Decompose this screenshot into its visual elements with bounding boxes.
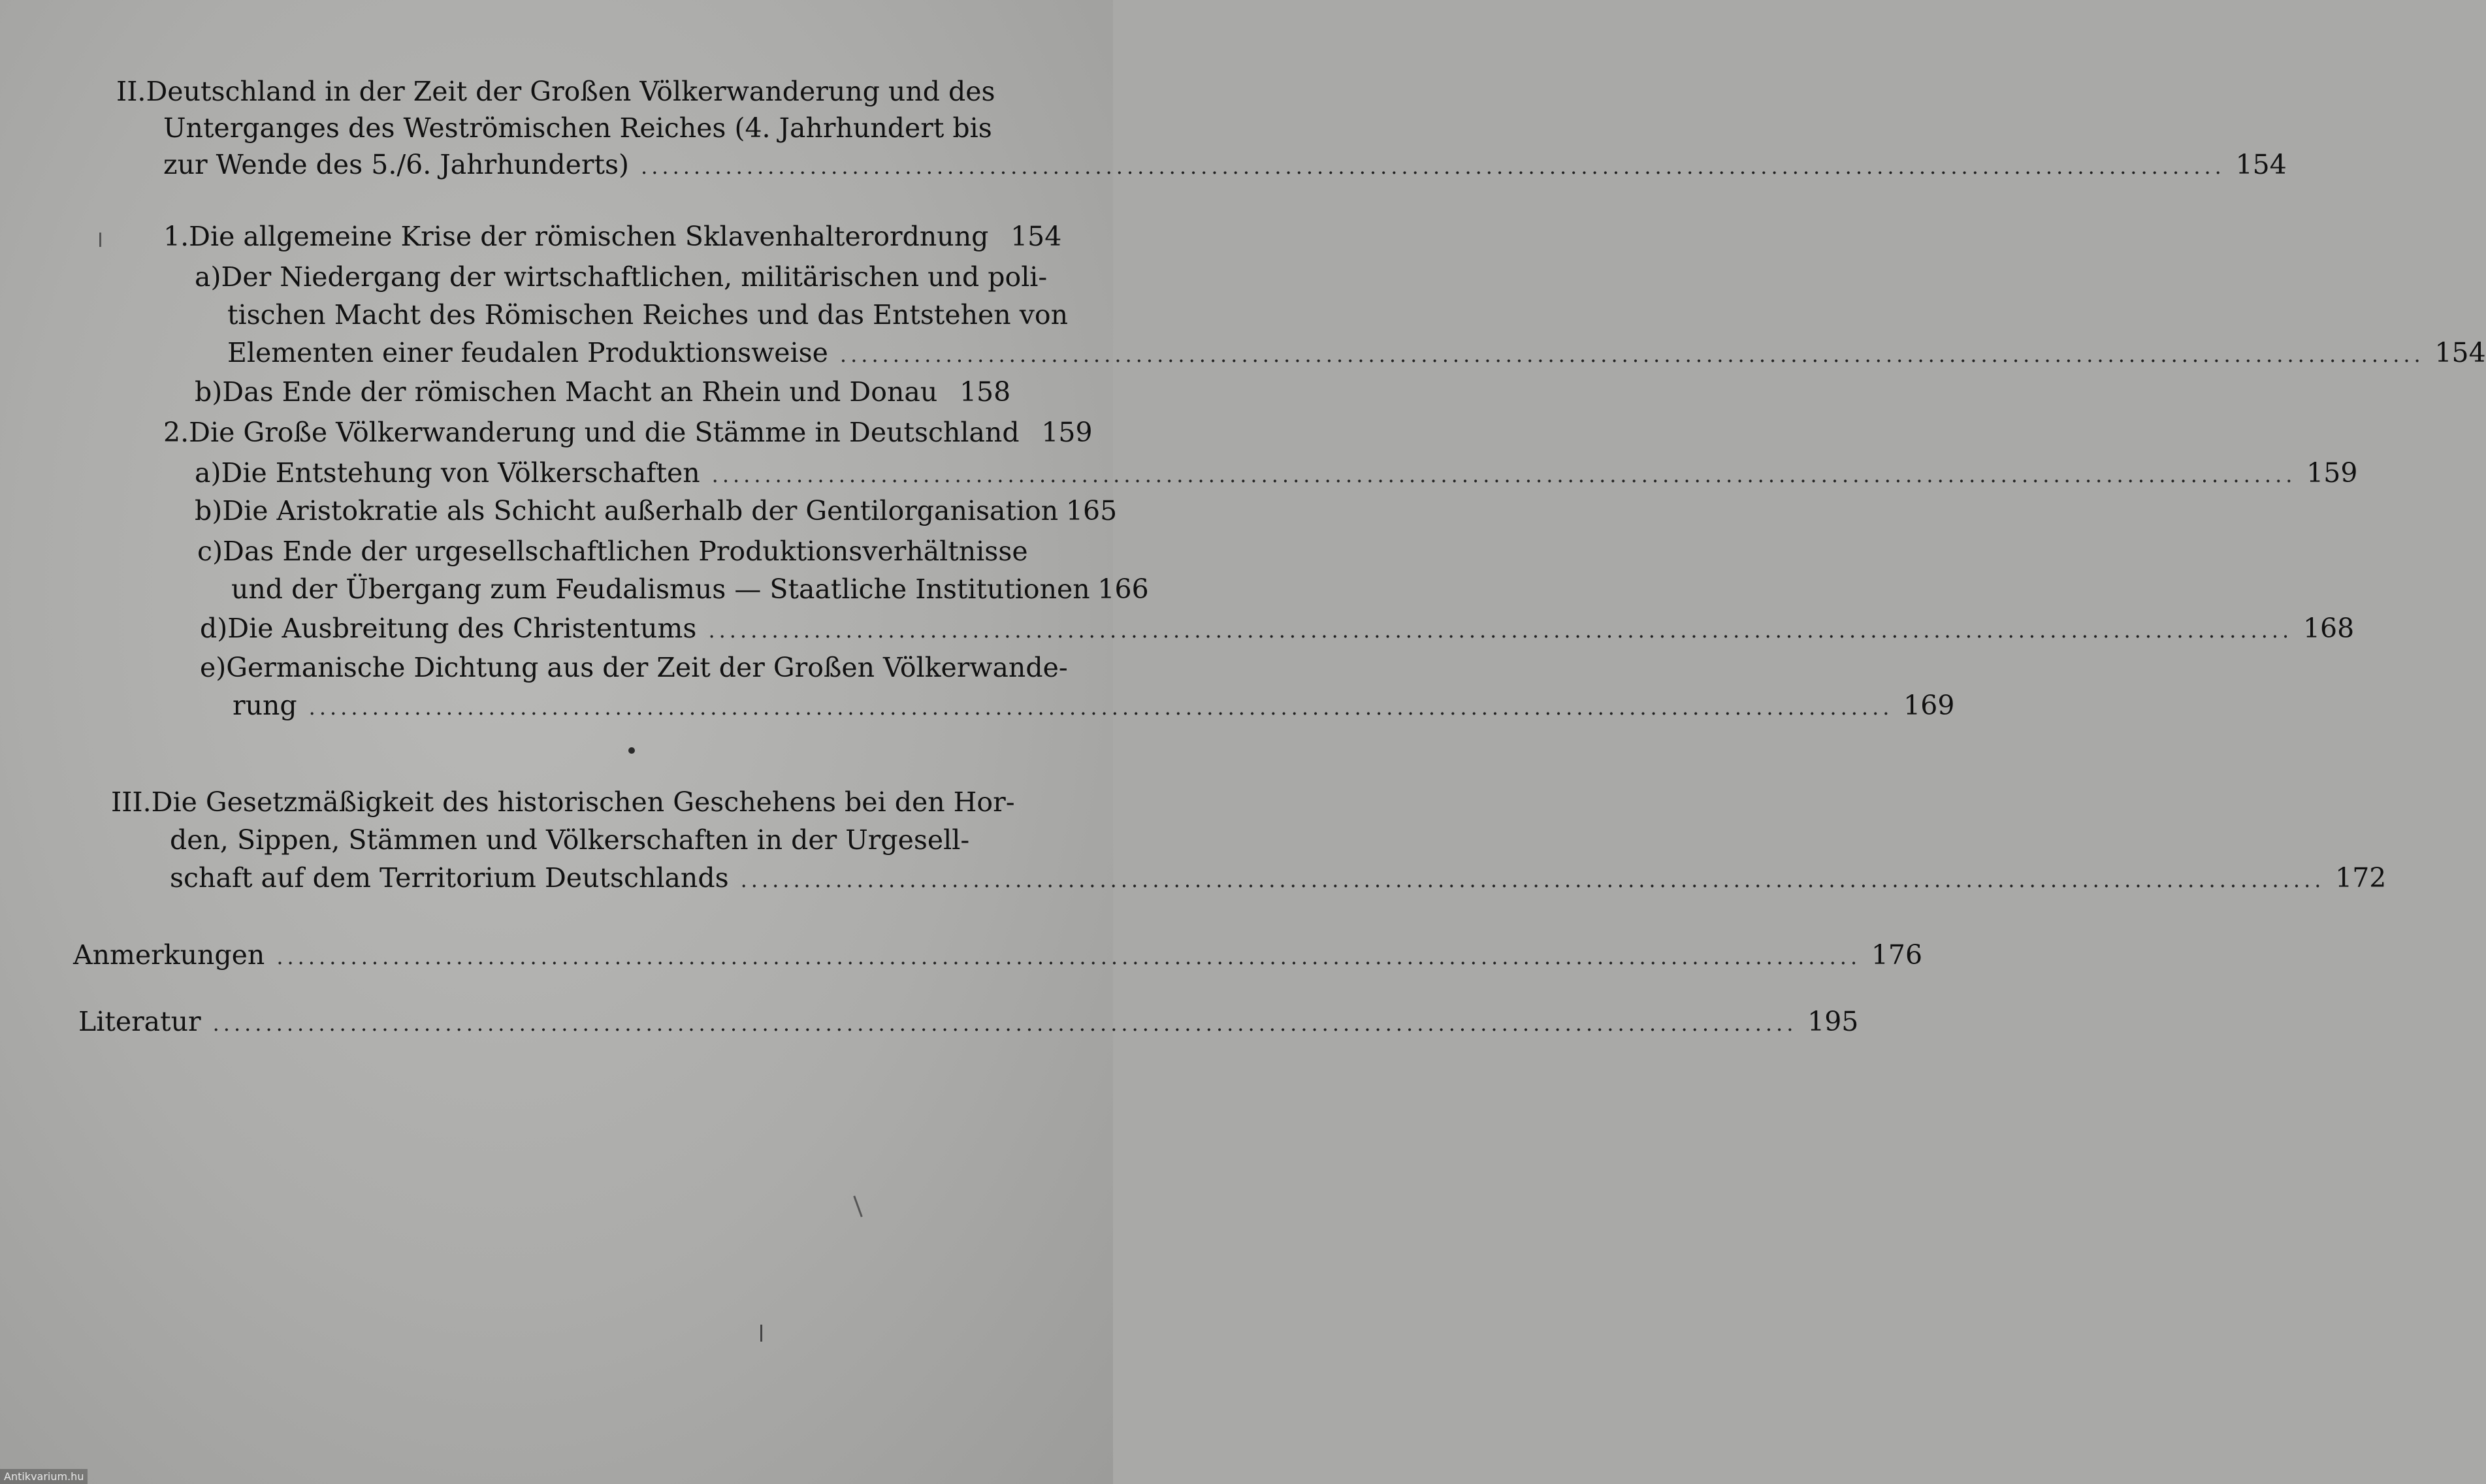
toc-entry	[197, 530, 1028, 572]
section-iii-title-1: Die Gesetzmäßigkeit des historischen Geschehens bei den Hor-	[151, 786, 1015, 818]
entry-page: 169	[1903, 690, 1955, 721]
toc-entry-continuation	[227, 294, 1068, 336]
section-iii-line-3	[170, 857, 2387, 899]
entry-text: Das Ende der römischen Macht an Rhein und Donau	[222, 376, 938, 408]
entry-label: 2.	[163, 417, 189, 448]
dot-leader: ......................................................................................................................................................	[276, 944, 1862, 969]
entry-text: Anmerkungen	[73, 939, 265, 971]
toc-entry-literatur	[78, 1001, 1859, 1042]
toc-entry-continuation	[231, 568, 1149, 610]
toc-entry-continuation	[233, 685, 1955, 726]
section-ii-title-3: zur Wende des 5./6. Jahrhunderts)	[163, 149, 630, 180]
entry-page: 154	[2434, 337, 2486, 368]
toc-entry	[163, 411, 1093, 453]
toc-entry	[195, 490, 1118, 532]
section-ii-page: 154	[2235, 149, 2287, 180]
paper-speck	[628, 747, 635, 754]
entry-text-line-1: Der Niedergang der wirtschaftlichen, militärischen und poli-	[221, 261, 1048, 293]
entry-label: e)	[200, 652, 227, 683]
entry-label: d)	[200, 613, 228, 644]
toc-entry-continuation	[227, 332, 2486, 374]
entry-text-line-1: Das Ende der urgesellschaftlichen Produktionsverhältnisse	[222, 536, 1028, 567]
dot-leader: ......................................................................................................................................................	[641, 154, 2225, 179]
entry-text: Die Große Völkerwanderung und die Stämme in Deutschland	[189, 417, 1020, 448]
dot-leader: ......................................................................................................................................................	[308, 695, 1894, 720]
toc-entry	[200, 607, 2355, 649]
dot-leader: ......................................................................................................................................................	[708, 618, 2293, 643]
dot-leader: ......................................................................................................................................................	[740, 867, 2325, 892]
section-iii-title-2: den, Sippen, Stämmen und Völkerschaften in der Urgesell-	[170, 824, 970, 856]
dot-leader: ......................................................................................................................................................	[212, 1011, 1798, 1036]
entry-page: 166	[1097, 573, 1149, 605]
toc-entry	[195, 256, 1048, 298]
section-iii-page: 172	[2335, 862, 2387, 894]
section-ii-numeral: II.	[116, 76, 146, 107]
section-iii-line-1	[111, 781, 1015, 823]
entry-label: b)	[195, 376, 223, 408]
entry-text: Die allgemeine Krise der römischen Sklavenhalterordnung	[189, 221, 989, 252]
entry-text: Die Ausbreitung des Christentums	[227, 613, 697, 644]
entry-text: Literatur	[78, 1006, 201, 1037]
section-iii-line-2	[170, 819, 970, 861]
entry-text-line-2: tischen Macht des Römischen Reiches und das Entstehen von	[227, 299, 1068, 331]
entry-page: 195	[1807, 1006, 1859, 1037]
section-iii-title-3: schaft auf dem Territorium Deutschlands	[170, 862, 729, 894]
entry-label: 1.	[163, 221, 189, 252]
entry-text-line-2: rung	[233, 690, 297, 721]
section-ii-line-1	[116, 71, 995, 112]
paper-speck	[99, 233, 101, 247]
section-ii-line-2	[163, 107, 992, 149]
entry-text-line-3: Elementen einer feudalen Produktionsweise	[227, 337, 828, 368]
entry-page: 176	[1871, 939, 1923, 971]
entry-label: b)	[195, 495, 223, 526]
entry-text-line-2: und der Übergang zum Feudalismus — Staatliche Institutionen	[231, 573, 1090, 605]
entry-page: 158	[959, 376, 1011, 408]
watermark: Antikvarium.hu	[0, 1469, 88, 1484]
section-ii-line-3	[163, 144, 2287, 186]
entry-page: 165	[1065, 495, 1118, 526]
entry-label: c)	[197, 536, 223, 567]
dot-leader: ......................................................................................................................................................	[839, 342, 2425, 367]
toc-entry-anmerkungen	[73, 934, 1923, 976]
toc-entry	[195, 452, 2358, 494]
section-ii-title-2: Unterganges des Weströmischen Reiches (4. Jahrhundert bis	[163, 112, 992, 144]
toc-entry	[195, 371, 1011, 413]
entry-page: 159	[2306, 457, 2358, 489]
dot-leader: ......................................................................................................................................................	[711, 462, 2297, 487]
entry-page: 159	[1041, 417, 1093, 448]
entry-label: a)	[195, 261, 221, 293]
paper-speck	[853, 1196, 862, 1218]
entry-label: a)	[195, 457, 221, 489]
entry-page: 154	[1010, 221, 1062, 252]
toc-entry	[163, 216, 1062, 257]
paper-speck	[760, 1325, 762, 1342]
section-ii-title-1: Deutschland in der Zeit der Großen Völkerwanderung und des	[146, 76, 995, 107]
entry-text: Die Entstehung von Völkerschaften	[221, 457, 700, 489]
entry-page: 168	[2302, 613, 2355, 644]
section-iii-numeral: III.	[111, 786, 152, 818]
toc-entry	[200, 647, 1068, 688]
entry-text-line-1: Germanische Dichtung aus der Zeit der Großen Völkerwande-	[226, 652, 1068, 683]
entry-text: Die Aristokratie als Schicht außerhalb der Gentilorganisation	[222, 495, 1059, 526]
